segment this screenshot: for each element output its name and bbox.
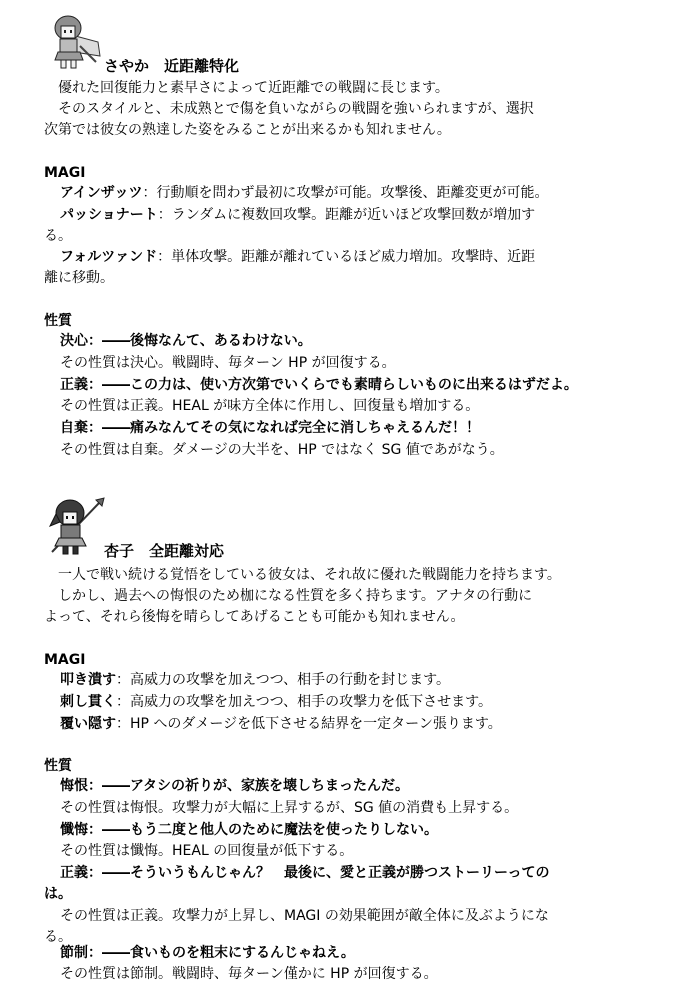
kyoko-desc-line: しかし、過去への悔恨のため枷になる性質を多く持ちます。アナタの行動に bbox=[44, 588, 533, 604]
trait-quote: ：――この力は、使い方次第でいくらでも素晴らしいものに出来るはずだよ。 bbox=[88, 377, 578, 393]
magi-sep: ： bbox=[116, 716, 130, 732]
sayaka-magi-heading: MAGI bbox=[44, 165, 86, 181]
sayaka-trait-effect: その性質は自棄。ダメージの大半を、HP ではなく SG 値であがなう。 bbox=[60, 442, 504, 458]
kyoko-magi-item bbox=[60, 692, 492, 712]
kyoko-trait-effect-cont: る。 bbox=[44, 929, 72, 945]
magi-name: 叩き潰す bbox=[60, 672, 116, 688]
trait-quote: ：――後悔なんて、あるわけない。 bbox=[88, 333, 312, 349]
kyoko-desc-line: よって、それら後悔を晴らしてあげることも可能かも知れません。 bbox=[44, 609, 465, 625]
trait-name: 懺悔 bbox=[60, 822, 88, 838]
trait-quote: ：――アタシの祈りが、家族を壊しちまったんだ。 bbox=[88, 778, 410, 794]
trait-name: 正義 bbox=[60, 865, 88, 881]
magi-sep: ： bbox=[116, 672, 130, 688]
kyoko-trait-effect: その性質は懺悔。HEAL の回復量が低下する。 bbox=[60, 843, 354, 859]
sayaka-trait-effect: その性質は決心。戦闘時、毎ターン HP が回復する。 bbox=[60, 355, 396, 371]
sayaka-desc-line: 次第では彼女の熟達した姿をみることが出来るかも知れません。 bbox=[44, 122, 451, 138]
sayaka-desc-line: 優れた回復能力と素早さによって近距離での戦闘に長じます。 bbox=[44, 80, 449, 96]
magi-name: 覆い隠す bbox=[60, 716, 116, 732]
sayaka-trait-quote bbox=[60, 375, 578, 395]
trait-name: 正義 bbox=[60, 377, 88, 393]
magi-name: フォルツァンド bbox=[60, 249, 158, 265]
sayaka-heading: さやか 近距離特化 bbox=[104, 57, 240, 75]
sayaka-magi-item bbox=[60, 247, 535, 267]
magi-text-cont: る。 bbox=[44, 228, 72, 244]
kyoko-magi-item bbox=[60, 714, 502, 734]
magi-text: 単体攻撃。距離が離れているほど威力増加。攻撃時、近距 bbox=[171, 249, 536, 265]
sayaka-trait-quote bbox=[60, 331, 312, 351]
magi-name: アインザッツ bbox=[60, 185, 143, 201]
sayaka-magi-item bbox=[60, 183, 548, 203]
sayaka-portrait-icon bbox=[46, 12, 104, 70]
kyoko-desc-line: 一人で戦い続ける覚悟をしている彼女は、それ故に優れた戦闘能力を持ちます。 bbox=[44, 567, 561, 583]
trait-quote: ：――もう二度と他人のために魔法を使ったりしない。 bbox=[88, 822, 438, 838]
sayaka-magi-item bbox=[60, 205, 535, 225]
sayaka-trait-effect: その性質は正義。HEAL が味方全体に作用し、回復量も増加する。 bbox=[60, 398, 480, 414]
trait-name: 自棄 bbox=[60, 420, 88, 436]
kyoko-trait-effect: その性質は正義。攻撃力が上昇し、MAGI の効果範囲が敵全体に及ぶようにな bbox=[60, 908, 549, 924]
kyoko-magi-item bbox=[60, 670, 450, 690]
sayaka-desc-line: そのスタイルと、未成熟とで傷を負いながらの戦闘を強いられますが、選択 bbox=[44, 101, 534, 117]
magi-text: 高威力の攻撃を加えつつ、相手の行動を封じます。 bbox=[130, 672, 451, 688]
magi-sep: ： bbox=[157, 249, 172, 265]
sayaka-trait-quote bbox=[60, 418, 480, 438]
magi-sep: ： bbox=[157, 207, 172, 223]
kyoko-magi-heading: MAGI bbox=[44, 652, 86, 668]
kyoko-traits-heading: 性質 bbox=[44, 758, 72, 774]
trait-quote: ：――そういうもんじゃん？ 最後に、愛と正義が勝つストーリーっての bbox=[88, 865, 550, 881]
trait-name: 決心 bbox=[60, 333, 88, 349]
magi-sep: ： bbox=[142, 185, 157, 201]
magi-text: ランダムに複数回攻撃。距離が近いほど攻撃回数が増加す bbox=[171, 207, 536, 223]
magi-name: 刺し貫く bbox=[60, 694, 116, 710]
kyoko-trait-quote bbox=[60, 863, 549, 883]
trait-name: 悔恨 bbox=[60, 778, 88, 794]
trait-quote: ：――食いものを粗末にするんじゃねえ。 bbox=[88, 945, 355, 961]
trait-quote: ：――痛みなんてその気になれば完全に消しちゃえるんだ！！ bbox=[88, 420, 480, 436]
magi-text: 行動順を問わず最初に攻撃が可能。攻撃後、距離変更が可能。 bbox=[156, 185, 549, 201]
magi-text-cont: 離に移動。 bbox=[44, 270, 114, 286]
magi-name: パッショナート bbox=[60, 207, 158, 223]
kyoko-trait-quote bbox=[60, 776, 409, 796]
trait-name: 節制 bbox=[60, 945, 88, 961]
kyoko-trait-quote bbox=[60, 820, 438, 840]
magi-sep: ： bbox=[116, 694, 130, 710]
kyoko-trait-effect: その性質は悔恨。攻撃力が大幅に上昇するが、SG 値の消費も上昇する。 bbox=[60, 800, 519, 816]
kyoko-trait-quote bbox=[60, 943, 355, 963]
sayaka-traits-heading: 性質 bbox=[44, 313, 72, 329]
kyoko-portrait-icon bbox=[46, 496, 106, 556]
kyoko-trait-effect: その性質は節制。戦闘時、毎ターン僅かに HP が回復する。 bbox=[60, 966, 438, 982]
magi-text: 高威力の攻撃を加えつつ、相手の攻撃力を低下させます。 bbox=[130, 694, 493, 710]
magi-text: HP へのダメージを低下させる結界を一定ターン張ります。 bbox=[130, 716, 502, 732]
kyoko-heading: 杏子 全距離対応 bbox=[104, 542, 225, 560]
kyoko-trait-quote-cont: は。 bbox=[44, 886, 72, 902]
